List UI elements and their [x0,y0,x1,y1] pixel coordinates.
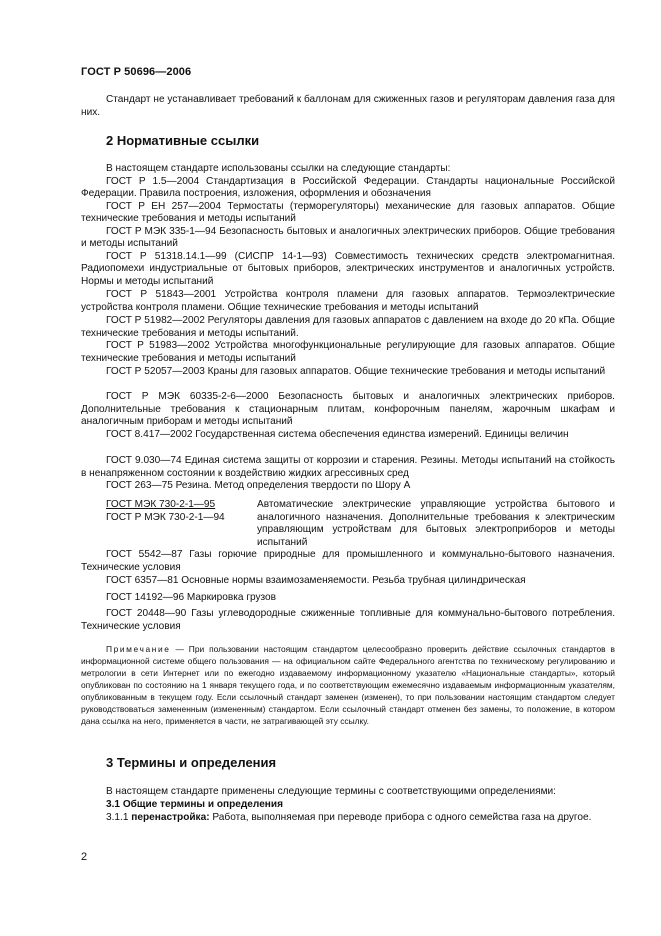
reference-item: ГОСТ Р 51843—2001 Устройства контроля пламени для газовых аппаратов. Термоэлектрические устройства контроля пламени. Общие технические требования и методы испытаний [81,289,615,313]
subsection-3-1-title: 3.1 Общие термины и определения [106,799,284,810]
scope-paragraph: Стандарт не устанавливает требований к баллонам для сжиженных газов и регуляторам давления газа для них. [81,94,615,118]
combo-reference-code-1: ГОСТ МЭК 730-2-1—95 [106,499,216,510]
reference-item: ГОСТ Р 51318.14.1—99 (СИСПР 14-1—93) Совместимость технических средств электромагнитная. Радиопомехи индустриальные от бытовых приборов, электрических инструментов и аналогичных устройств. Нормы и методы испытаний [81,250,615,287]
reference-item: ГОСТ Р 51982—2002 Регуляторы давления для газовых аппаратов с давлением на входе до 20 кПа. Общие технические требования и методы испытаний. [81,315,615,339]
term-definition [81,812,615,825]
reference-item: ГОСТ 14192—96 Маркировка грузов [106,592,277,603]
reference-item: ГОСТ Р 1.5—2004 Стандартизация в Российской Федерации. Стандарты национальные Российской Федерации. Правила построения, изложения, оформления и обозначения [81,175,615,199]
note-label: Примечание [106,644,171,654]
section-3-intro: В настоящем стандарте применены следующие термины с соответствующими определениями: [106,786,556,797]
reference-item: ГОСТ Р 52057—2003 Краны для газовых аппаратов. Общие технические требования и методы испытаний [106,366,606,377]
reference-item: ГОСТ Р МЭК 60335-2-6—2000 Безопасность бытовых и аналогичных электрических приборов. Дополнительные требования к стационарным плитам, конфорочным панелям, жарочным шкафам и аналогичным приборам и методы испытаний [81,391,615,427]
reference-item: ГОСТ 20448—90 Газы углеводородные сжиженные топливные для коммунально-бытового потребления. Технические условия [81,608,615,632]
term-definition-text: Работа, выполняемая при переводе прибора с одного семейства газа на другое. [212,812,592,823]
reference-item: ГОСТ 263—75 Резина. Метод определения твердости по Шору А [106,480,411,491]
references-note [81,643,615,727]
page-number: 2 [81,851,88,863]
term-name: перенастройка: [131,812,210,823]
reference-item: ГОСТ 5542—87 Газы горючие природные для промышленного и коммунально-бытового назначения. Технические условия [81,549,615,573]
reference-item: ГОСТ 6357—81 Основные нормы взаимозаменяемости. Резьба трубная цилиндрическая [106,575,526,586]
reference-item: ГОСТ 9.030—74 Единая система защиты от коррозии и старения. Резины. Методы испытаний на стойкость в ненапряженном состоянии к воздействию жидких агрессивных сред [81,455,615,479]
note-text: — При пользовании настоящим стандартом целесообразно проверить действие ссылочных стандартов в информационной системе общего пользования — на официальном сайте Федерального агентства по техническому регулированию и метрологии в сети Интернет или по ежегодно издаваемому информационному указателю «Национальные стандарты», который опубликован по состоянию на 1 января текущего года, и по соответствующим ежемесячно издаваемым информационным указателям, опубликованным в текущем году. Если ссылочный стандарт заменен (изменен), то при пользовании настоящим стандартом следует руководствоваться замененным (измененным) стандартом. Если ссылочный стандарт отменен без замены, то положение, в котором дана ссылка на него, применяется в части, не затрагивающей эту ссылку. [81,644,615,726]
reference-item: ГОСТ Р 51983—2002 Устройства многофункциональные регулирующие для газовых аппаратов. Общие технические требования и методы испытаний [81,340,615,364]
document-header-code: ГОСТ Р 50696—2006 [81,66,192,78]
reference-item: ГОСТ 8.417—2002 Государственная система обеспечения единства измерений. Единицы величин [106,429,569,440]
combo-reference-text: Автоматические электрические управляющие устройства бытового и аналогичного назначения. Дополнительные требования к электрическим управляющим устройствам для бытовых электроприборов и методы испытаний [257,499,615,548]
section-3-title: 3 Термины и определения [106,755,277,770]
section-2-intro: В настоящем стандарте использованы ссылки на следующие стандарты: [106,163,451,174]
reference-item: ГОСТ Р ЕН 257—2004 Термостаты (терморегуляторы) механические для газовых аппаратов. Общие технические требования и методы испытаний [81,200,615,224]
combo-reference-code-2: ГОСТ Р МЭК 730-2-1—94 [106,511,225,523]
section-2-title: 2 Нормативные ссылки [106,133,260,148]
reference-item: ГОСТ Р МЭК 335-1—94 Безопасность бытовых и аналогичных электрических приборов. Общие требования и методы испытаний [81,225,615,249]
term-number: 3.1.1 [106,812,129,823]
